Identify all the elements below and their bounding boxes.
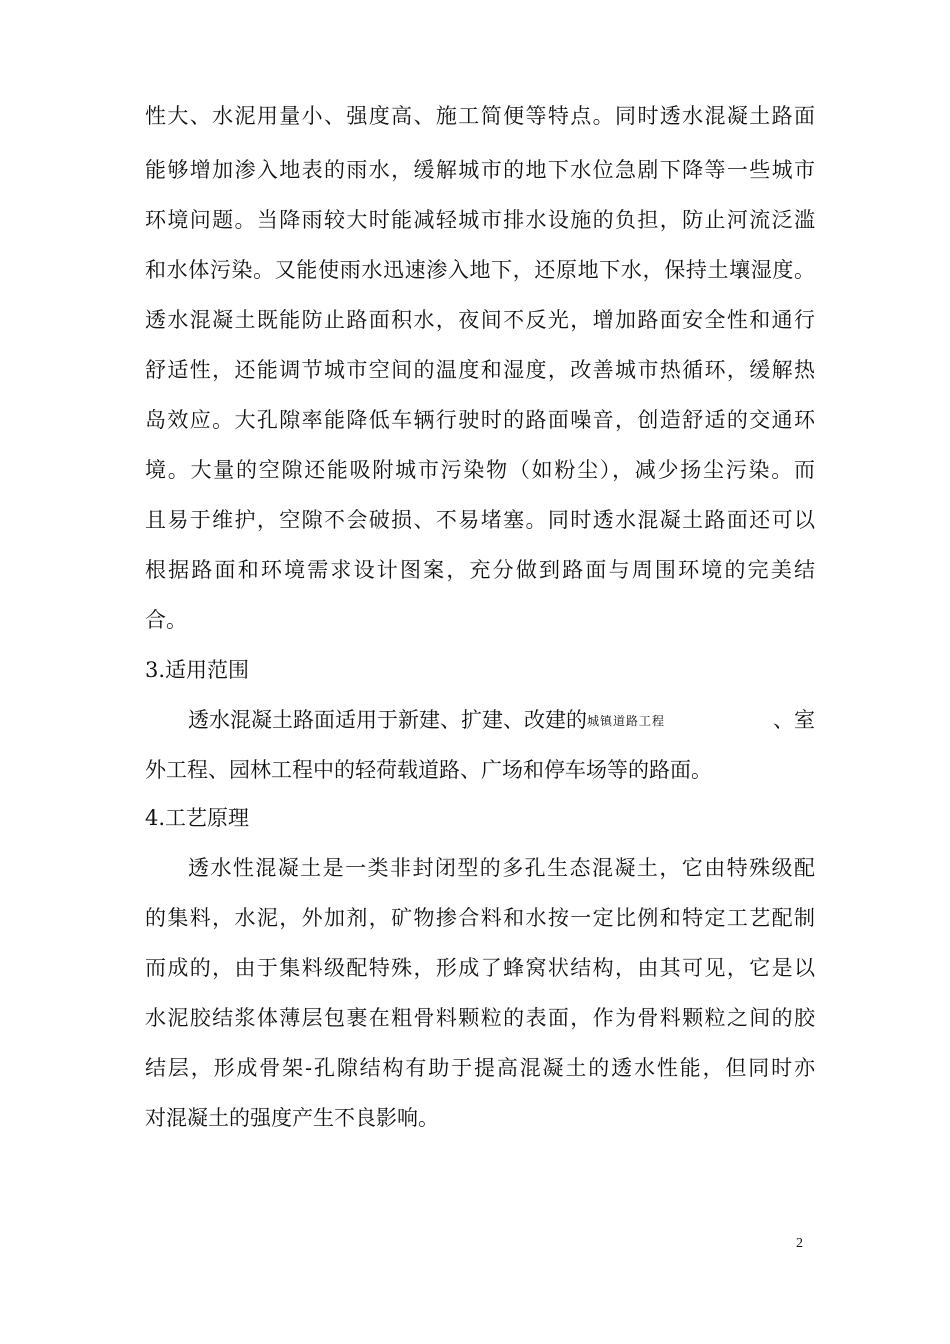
body-text-line: 的集料，水泥，外加剂，矿物掺合料和水按一定比例和特定工艺配制 xyxy=(145,906,815,930)
body-text-line: 环境问题。当降雨较大时能减轻城市排水设施的负担，防止河流泛滥 xyxy=(145,208,815,232)
body-text-line: 性大、水泥用量小、强度高、施工简便等特点。同时透水混凝土路面 xyxy=(145,104,815,128)
section-heading: 4.工艺原理 xyxy=(145,806,250,830)
body-text-line: 外工程、园林工程中的轻荷载道路、广场和停车场等的路面。 xyxy=(145,758,712,782)
small-inline-text: 城镇道路工程 xyxy=(587,714,666,728)
body-text-line xyxy=(188,707,815,734)
body-text-line: 且易于维护，空隙不会破损、不易堵塞。同时透水混凝土路面还可以 xyxy=(145,508,815,532)
body-text-line: 水泥胶结浆体薄层包裹在粗骨料颗粒的表面，作为骨料颗粒之间的胶 xyxy=(145,1006,815,1030)
body-text-line: 和水体污染。又能使雨水迅速渗入地下，还原地下水，保持土壤湿度。 xyxy=(145,258,815,282)
body-text-line: 透水混凝土既能防止路面积水，夜间不反光，增加路面安全性和通行 xyxy=(145,308,815,332)
body-text-line: 合。 xyxy=(145,608,187,632)
body-text-line: 而成的，由于集料级配特殊，形成了蜂窝状结构，由其可见，它是以 xyxy=(145,956,815,980)
body-text-line: 能够增加渗入地表的雨水，缓解城市的地下水位急剧下降等一些城市 xyxy=(145,158,815,182)
body-text-segment: 、室 xyxy=(773,708,815,732)
body-text-line: 舒适性，还能调节城市空间的温度和湿度，改善城市热循环，缓解热 xyxy=(145,358,815,382)
body-text-line: 根据路面和环境需求设计图案，充分做到路面与周围环境的完美结 xyxy=(145,558,815,582)
body-text-line: 透水性混凝土是一类非封闭型的多孔生态混凝土，它由特殊级配 xyxy=(188,856,815,880)
body-text-line: 结层，形成骨架-孔隙结构有助于提高混凝土的透水性能，但同时亦 xyxy=(145,1056,815,1080)
body-text-line: 对混凝土的强度产生不良影响。 xyxy=(145,1106,439,1130)
section-heading: 3.适用范围 xyxy=(145,658,250,682)
body-text-segment: 透水混凝土路面适用于新建、扩建、改建的 xyxy=(188,708,587,732)
page-number: 2 xyxy=(796,1236,803,1251)
body-text-line: 境。大量的空隙还能吸附城市污染物（如粉尘），减少扬尘污染。而 xyxy=(145,458,815,482)
body-text-line: 岛效应。大孔隙率能降低车辆行驶时的路面噪音，创造舒适的交通环 xyxy=(145,408,815,432)
